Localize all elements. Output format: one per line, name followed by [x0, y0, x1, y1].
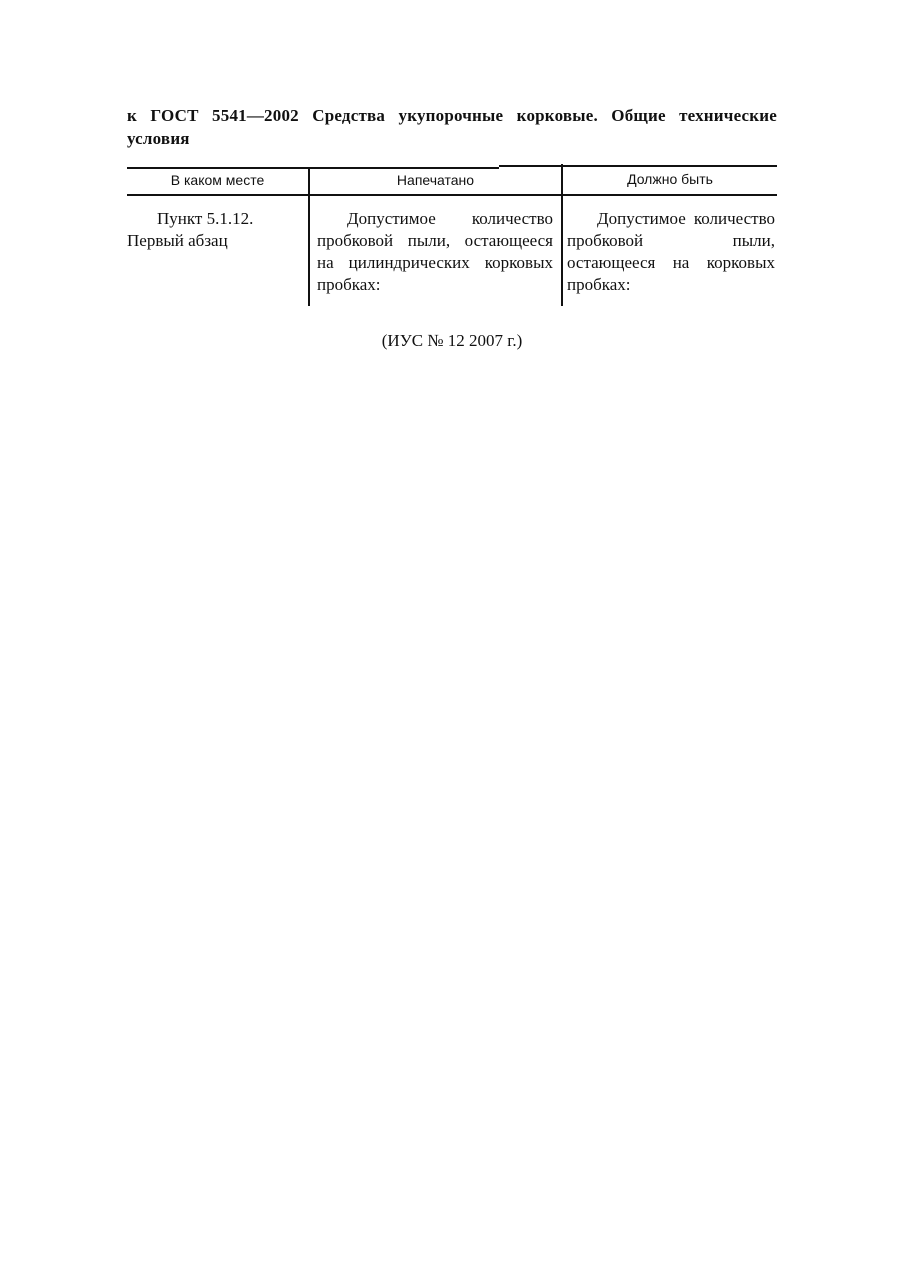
- table-header-rule: [127, 194, 777, 196]
- printed-text: Допустимое количество пробковой пыли, остающееся на цилиндрических корковых пробках:: [317, 209, 553, 294]
- column-header-location: В каком месте: [170, 172, 265, 188]
- table-row-should-be-cell: [567, 208, 775, 296]
- should-be-text: Допустимое количество пробковой пыли, остающееся на корковых пробках:: [567, 209, 775, 294]
- errata-table: [127, 164, 777, 306]
- table-row-printed-cell: [317, 208, 553, 296]
- table-row-location-cell: [127, 208, 308, 252]
- location-line-2: Первый абзац: [127, 231, 228, 250]
- table-top-rule-right: [499, 165, 777, 167]
- column-header-printed: Напечатано: [396, 172, 475, 188]
- location-line-1: Пункт 5.1.12.: [157, 209, 254, 228]
- source-footnote: (ИУС № 12 2007 г.): [381, 331, 523, 350]
- document-heading: к ГОСТ 5541—2002 Средства укупорочные корковые. Общие технические условия: [127, 106, 777, 148]
- column-header-should-be: Должно быть: [627, 171, 713, 187]
- table-top-rule-left: [127, 167, 499, 169]
